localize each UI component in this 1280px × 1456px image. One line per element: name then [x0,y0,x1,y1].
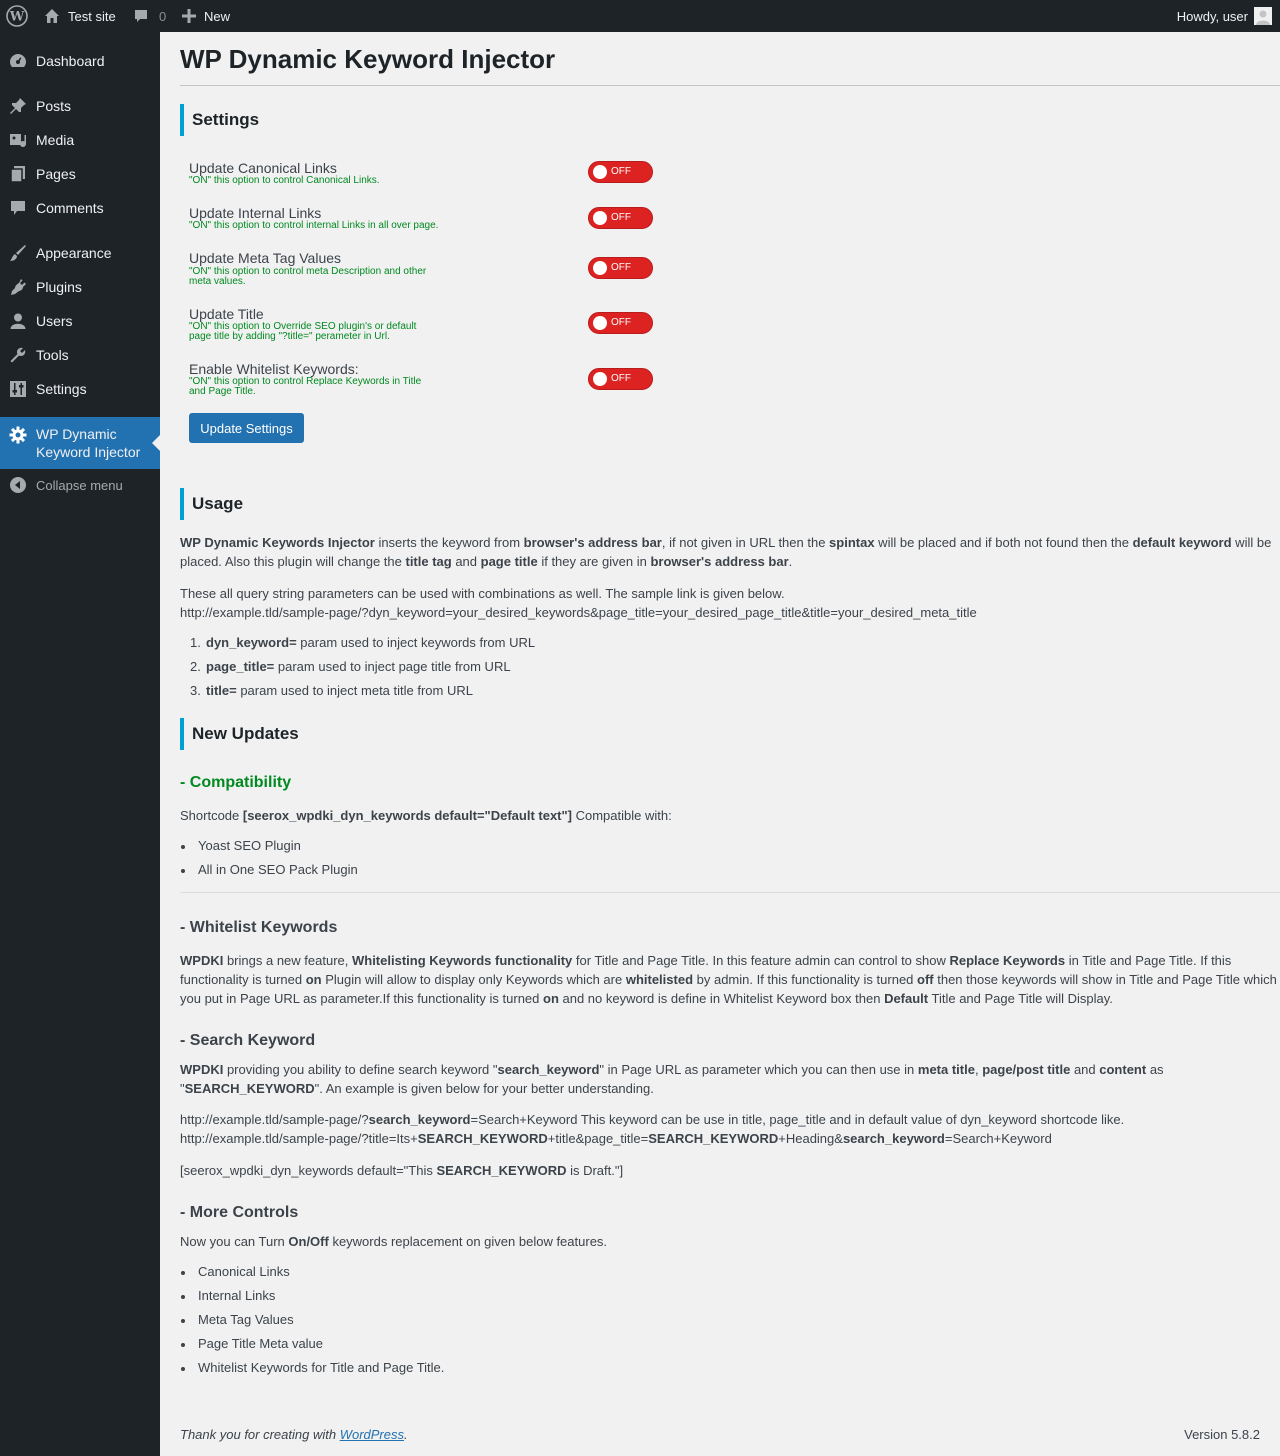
toggle-state: OFF [611,317,631,328]
collapse-menu-button[interactable] [0,468,160,502]
sidebar-item-label: Tools [36,347,69,363]
toggle-knob [593,316,607,330]
list-number: 2. [190,659,201,674]
sidebar-item-label: Settings [36,381,87,397]
toggle-state: OFF [611,373,631,384]
settings-icon [8,379,28,399]
toggle-knob [593,372,607,386]
param-text: param used to inject page title from URL [274,659,511,674]
comments-link[interactable] [133,0,166,32]
toggle-internal-links[interactable] [588,207,653,229]
user-account-menu[interactable] [1177,0,1272,32]
setting-desc-internal: "ON" this option to control internal Links in all over page. [189,220,439,231]
comments-count: 0 [159,8,167,24]
svg-text:W: W [9,9,25,25]
whitelist-heading: - Whitelist Keywords [180,919,338,936]
toggle-knob [593,261,607,275]
pages-icon [8,164,28,184]
sidebar-item-wp-dynamic-keyword-injector[interactable] [0,417,160,469]
sidebar-item-label: Media [36,132,75,148]
list-item [190,659,511,674]
search-keyword-example: http://example.tld/sample-page/?search_keyword=Search+Keyword This keyword can be use in title, page_title and in default value of dyn_keyword shortcode like. http://example.tld/sample-page/?title=Its+SEARCH_KEYWORD+title&page_title=SEARCH_KEYWORD+Heading&search_keyword=Search+Keyword [180,1112,1125,1146]
admin-sidebar [0,32,160,1456]
sidebar-item-users[interactable] [0,304,160,338]
toggle-whitelist-keywords[interactable] [588,368,653,390]
title-divider [180,85,1280,86]
param-key: title= [206,683,237,698]
home-icon [44,8,60,24]
toggle-state: OFF [611,212,631,223]
list-number: 1. [190,635,201,650]
sidebar-item-label: Appearance [36,245,112,261]
avatar [1254,7,1272,25]
more-controls-text: Now you can Turn On/Off keywords replacement on given below features. [180,1234,608,1249]
sidebar-item-label: Pages [36,166,76,182]
plugin-icon [8,277,28,297]
current-menu-arrow [152,435,160,451]
search-keyword-heading: - Search Keyword [180,1032,316,1049]
plus-icon [182,9,196,23]
sidebar-item-plugins[interactable] [0,270,160,304]
toggle-knob [593,165,607,179]
site-name-label: Test site [68,8,116,24]
menu-label-line2: Keyword Injector [36,444,141,460]
wordpress-logo-icon[interactable] [6,0,28,32]
setting-desc-whitelist: "ON" this option to control Replace Keywords in Title and Page Title. [189,376,422,397]
compatibility-heading: - Compatibility [180,774,292,791]
divider [180,892,1280,893]
sidebar-item-label: Posts [36,98,72,114]
setting-label-canonical: Update Canonical Links [189,160,337,176]
update-settings-button[interactable]: Update Settings [189,413,304,443]
param-key: page_title= [206,659,275,674]
list-number: 3. [190,683,201,698]
new-content-link[interactable] [182,0,230,32]
toggle-knob [593,211,607,225]
setting-desc-canonical: "ON" this option to control Canonical Links. [189,175,380,186]
toggle-state: OFF [611,166,631,177]
setting-label-title: Update Title [189,306,264,322]
sample-link: http://example.tld/sample-page/?dyn_keyword=your_desired_keywords&page_title=your_desired_page_title&title=your_desired_meta_title [180,605,977,620]
more-controls-heading: - More Controls [180,1204,299,1221]
collapse-arrow-icon [8,475,28,495]
footer-thanks-suffix: . [404,1427,408,1442]
wrench-icon [8,345,28,365]
sidebar-item-comments[interactable] [0,191,160,225]
param-text: param used to inject keywords from URL [296,635,536,650]
setting-label-whitelist: Enable Whitelist Keywords: [189,361,359,377]
toggle-update-title[interactable] [588,312,653,334]
sidebar-item-appearance[interactable] [0,236,160,270]
toggle-canonical-links[interactable] [588,161,653,183]
comment-bubble-icon [133,8,149,24]
list-item: All in One SEO Pack Plugin [198,862,358,877]
sidebar-item-dashboard[interactable] [0,44,160,78]
footer-thanks [180,1427,408,1442]
dashboard-icon [8,51,28,71]
usage-combinations-text: These all query string parameters can be used with combinations as well. The sample link is given below. [180,586,785,601]
whitelist-text: WPDKI brings a new feature, Whitelisting Keywords functionality for Title and Page Title. In this feature admin can control to show Replace Keywords in Title and Page Title. If this functionality is turned on Plugin will allow to display only Keywords which are whitelisted by admin. If this functionality is turned off then those keywords will show in Title and Page Title which you put in Page URL as parameter.If this functionality is turned on and no keyword is define in Whitelist Keyword box then Default Title and Page Title will Display. [180,953,1277,1006]
page-title: WP Dynamic Keyword Injector [180,44,556,74]
menu-label-line1: WP Dynamic [36,426,117,442]
footer-thanks-prefix: Thank you for creating with [180,1427,340,1442]
brush-icon [8,243,28,263]
toggle-state: OFF [611,262,631,273]
new-label: New [204,8,231,24]
wordpress-link[interactable]: WordPress [339,1427,404,1442]
compatibility-text: Shortcode [seerox_wpdki_dyn_keywords default="Default text"] Compatible with: [180,808,672,823]
setting-label-internal: Update Internal Links [189,205,322,221]
shortcode-example: [seerox_wpdki_dyn_keywords default="This SEARCH_KEYWORD is Draft."] [180,1163,624,1178]
sidebar-item-pages[interactable] [0,157,160,191]
footer-version: Version 5.8.2 [1184,1427,1260,1442]
usage-intro: WP Dynamic Keywords Injector inserts the keyword from browser's address bar, if not given in URL then the spintax will be placed and if both not found then the default keyword will be placed. Also this plugin will change the title tag and page title if they are given in browser's address bar. [180,535,1272,569]
sidebar-item-label [36,425,154,461]
list-item: Whitelist Keywords for Title and Page Title. [198,1360,445,1375]
sidebar-item-label: Comments [36,200,104,216]
pin-icon [8,96,28,116]
sidebar-item-label: Dashboard [36,53,105,69]
list-item: Canonical Links [198,1264,290,1279]
media-icon [8,130,28,150]
sidebar-item-settings[interactable] [0,372,160,406]
sidebar-item-label: Users [36,313,73,329]
usage-combinations [180,584,1280,622]
comment-icon [8,198,28,218]
site-name-link[interactable] [44,0,116,32]
list-item: Meta Tag Values [198,1312,294,1327]
list-item [190,635,536,650]
setting-desc-title: "ON" this option to Override SEO plugin's or default page title by adding "?title=" perameter in Url. [189,321,417,342]
sidebar-item-label: Plugins [36,279,82,295]
sidebar-item-media[interactable] [0,123,160,157]
list-item [190,683,473,698]
admin-bar [0,0,1280,32]
list-item: Internal Links [198,1288,276,1303]
list-item: Page Title Meta value [198,1336,324,1351]
sidebar-item-posts[interactable] [0,89,160,123]
setting-desc-meta: "ON" this option to control meta Description and other meta values. [189,266,427,287]
usage-heading: Usage [180,488,243,520]
gear-icon [8,425,28,445]
param-text: param used to inject meta title from URL [236,683,473,698]
toggle-meta-tag-values[interactable] [588,257,653,279]
collapse-menu-label: Collapse menu [36,477,123,493]
settings-heading: Settings [180,104,259,136]
user-icon [8,311,28,331]
param-key: dyn_keyword= [206,635,297,650]
sidebar-item-tools[interactable] [0,338,160,372]
search-keyword-text: WPDKI providing you ability to define search keyword "search_keyword" in Page URL as parameter which you can then use in meta title, page/post title and content as "SEARCH_KEYWORD". An example is given below for your better understanding. [180,1062,1164,1096]
howdy-label: Howdy, user [1176,8,1248,24]
new-updates-heading: New Updates [180,718,299,750]
setting-label-meta: Update Meta Tag Values [189,250,342,266]
list-item: Yoast SEO Plugin [198,838,301,853]
